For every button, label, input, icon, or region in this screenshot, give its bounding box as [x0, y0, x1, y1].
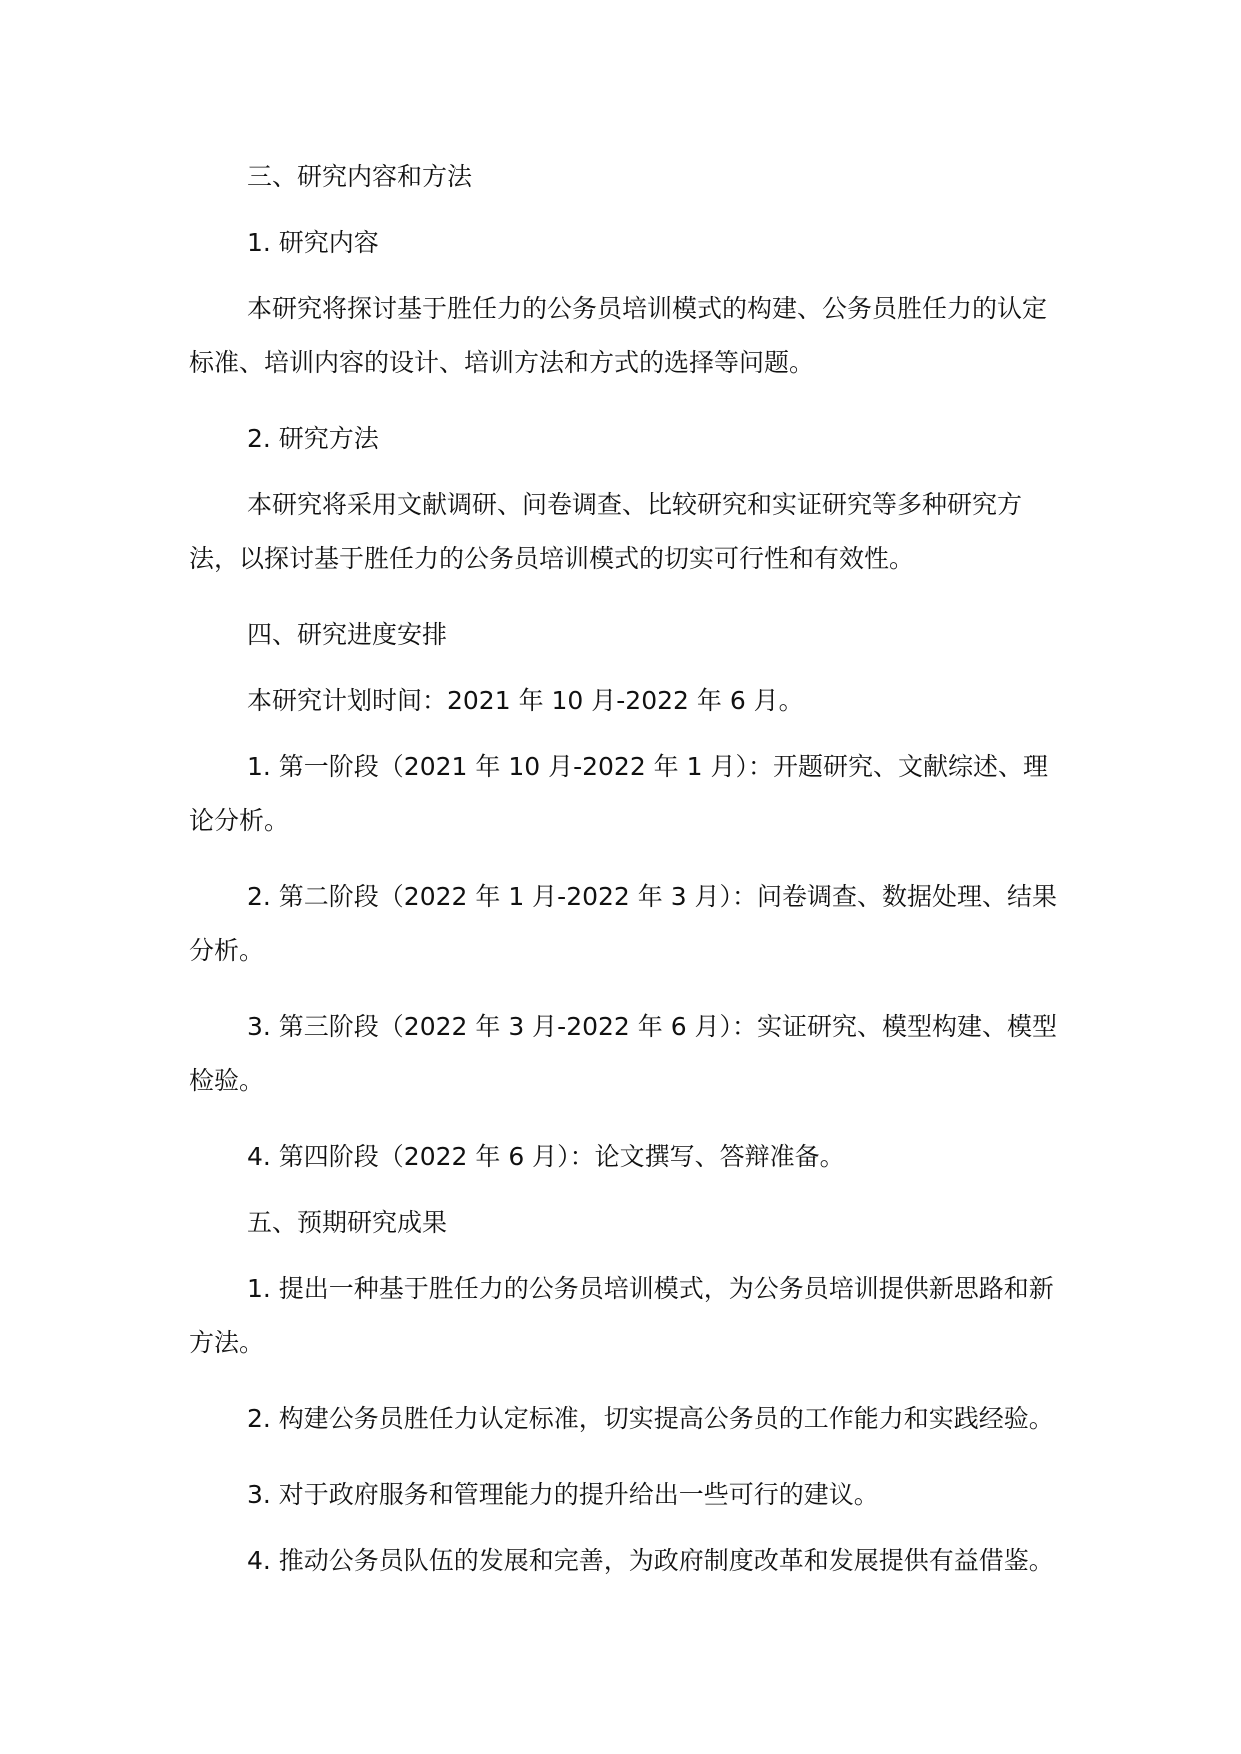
list-item-stage-4: 4. 第四阶段（2022 年 6 月）：论文撰写、答辩准备。: [247, 1142, 845, 1171]
subheading-research-content: 1. 研究内容: [247, 228, 379, 257]
list-item-stage-1: 1. 第一阶段（2021 年 10 月-2022 年 1 月）：开题研究、文献综述、理论分析。: [189, 752, 1048, 835]
list-item-outcome-2: 2. 构建公务员胜任力认定标准，切实提高公务员的工作能力和实践经验。: [247, 1404, 1054, 1433]
section-heading-4: 四、研究进度安排: [247, 620, 448, 649]
list-item-stage-2: 2. 第二阶段（2022 年 1 月-2022 年 3 月）：问卷调查、数据处理、结果分析。: [189, 882, 1058, 965]
paragraph-research-content: 本研究将探讨基于胜任力的公务员培训模式的构建、公务员胜任力的认定标准、培训内容的设计、培训方法和方式的选择等问题。: [189, 294, 1048, 377]
section-heading-5: 五、预期研究成果: [247, 1208, 448, 1237]
paragraph-research-method: 本研究将采用文献调研、问卷调查、比较研究和实证研究等多种研究方法，以探讨基于胜任力的公务员培训模式的切实可行性和有效性。: [189, 490, 1023, 573]
paragraph-schedule: 本研究计划时间：2021 年 10 月-2022 年 6 月。: [247, 686, 804, 715]
section-heading-3: 三、研究内容和方法: [247, 162, 473, 191]
list-item-stage-3: 3. 第三阶段（2022 年 3 月-2022 年 6 月）：实证研究、模型构建、模型检验。: [189, 1012, 1058, 1095]
list-item-outcome-4: 4. 推动公务员队伍的发展和完善，为政府制度改革和发展提供有益借鉴。: [247, 1546, 1054, 1575]
document-body: [189, 150, 1069, 1610]
list-item-outcome-3: 3. 对于政府服务和管理能力的提升给出一些可行的建议。: [247, 1480, 879, 1509]
subheading-research-method: 2. 研究方法: [247, 424, 379, 453]
list-item-outcome-1: 1. 提出一种基于胜任力的公务员培训模式，为公务员培训提供新思路和新方法。: [189, 1274, 1054, 1357]
